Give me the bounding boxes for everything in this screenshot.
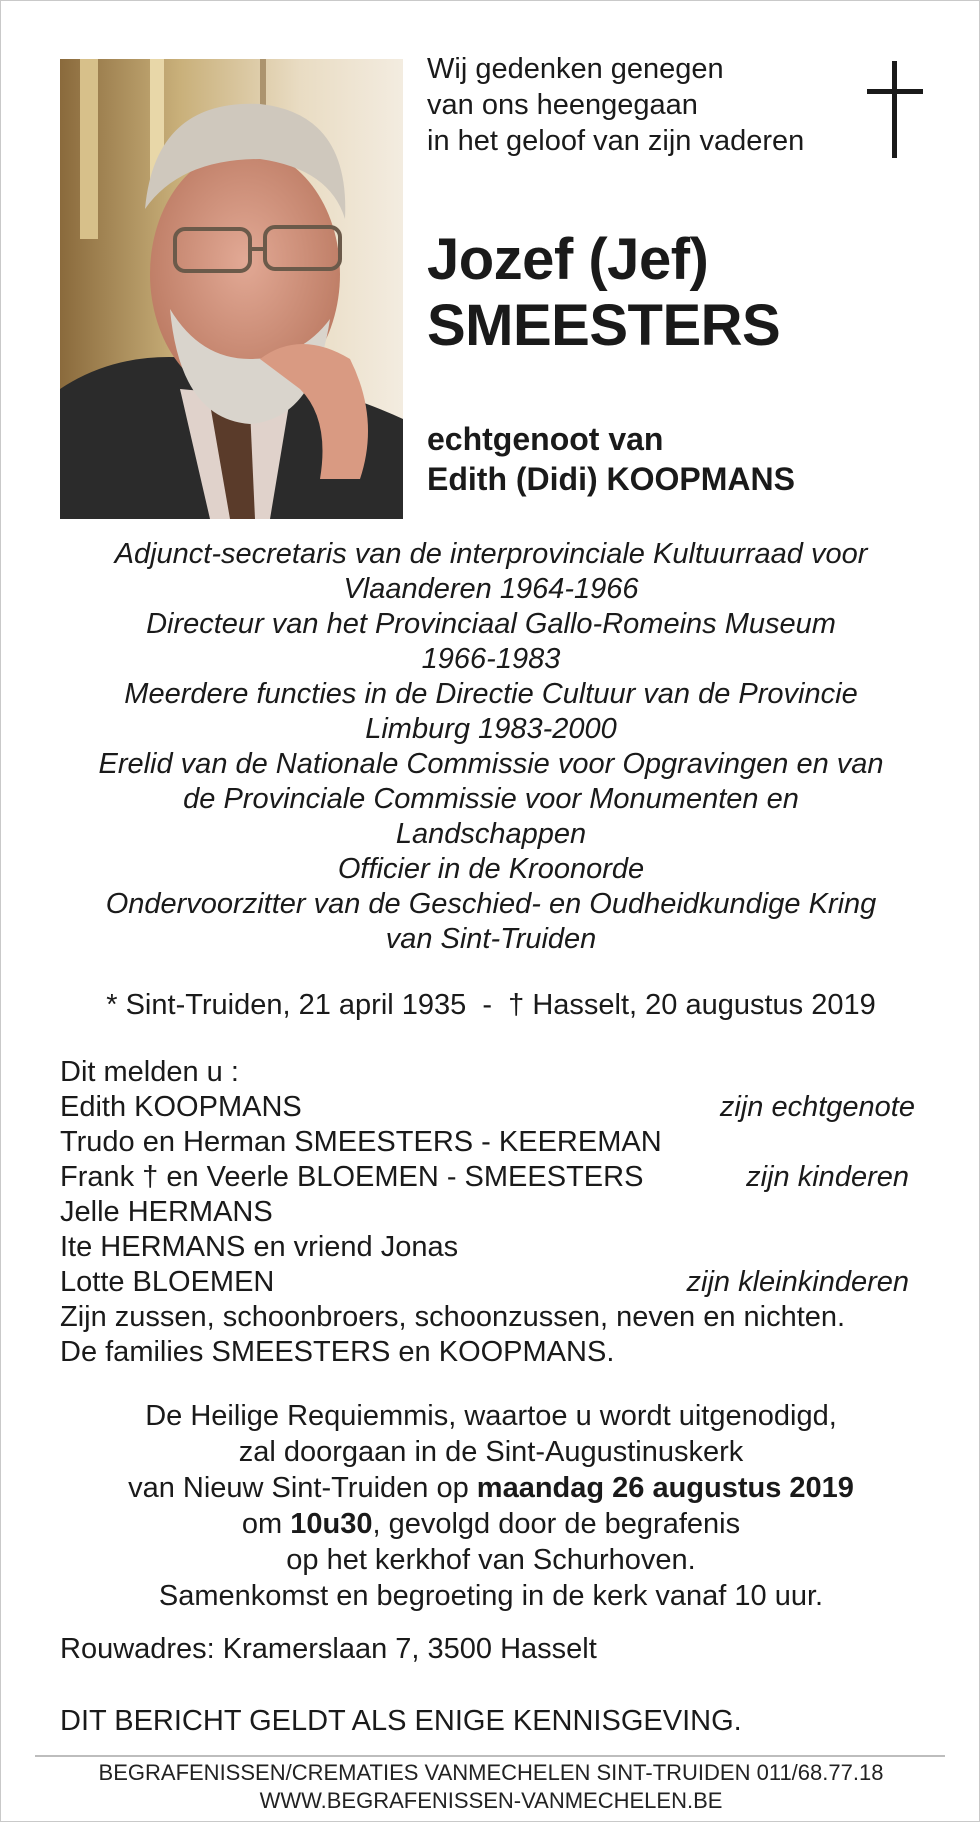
function-line: Officier in de Kroonorde xyxy=(337,853,645,885)
intro-line: Wij gedenken genegen xyxy=(427,53,724,85)
footer-website: WWW.BEGRAFENISSEN-VANMECHELEN.BE xyxy=(259,1788,723,1813)
birth-death-dates: * Sint-Truiden, 21 april 1935 - † Hasselt, 20 augustus 2019 xyxy=(106,989,876,1021)
function-line: van Sint-Truiden xyxy=(385,923,597,955)
service-text: om xyxy=(241,1508,291,1540)
function-line: Meerdere functies in de Directie Cultuur van de Provincie xyxy=(124,678,858,710)
intro-line: in het geloof van zijn vaderen xyxy=(427,125,805,157)
spouse-relation: echtgenoot van xyxy=(427,421,664,457)
function-line: 1966-1983 xyxy=(421,643,561,675)
service-line: op het kerkhof van Schurhoven. xyxy=(286,1544,696,1576)
intro-text xyxy=(427,51,804,159)
family-names: De families SMEESTERS en KOOPMANS. xyxy=(60,1336,615,1368)
spouse-name: Edith (Didi) KOOPMANS xyxy=(427,461,795,497)
service-date: maandag 26 augustus 2019 xyxy=(476,1472,854,1504)
function-line: de Provinciale Commissie voor Monumenten en xyxy=(183,783,799,815)
family-names: Zijn zussen, schoonbroers, schoonzussen, neven en nichten. xyxy=(60,1301,846,1333)
family-names: Jelle HERMANS xyxy=(60,1196,273,1228)
service-time: 10u30 xyxy=(290,1508,373,1540)
footer-line: BEGRAFENISSEN/CREMATIES VANMECHELEN SINT-TRUIDEN 011/68.77.18 xyxy=(98,1760,884,1785)
function-line: Vlaanderen 1964-1966 xyxy=(343,573,639,605)
deceased-first-name: Jozef (Jef) xyxy=(427,227,709,292)
function-line: Erelid van de Nationale Commissie voor Opgravingen en van xyxy=(98,748,884,780)
portrait-photo xyxy=(60,59,403,519)
function-line: Limburg 1983-2000 xyxy=(365,713,617,745)
service-line xyxy=(41,1470,941,1506)
service-line: zal doorgaan in de Sint-Augustinuskerk xyxy=(238,1436,744,1468)
function-line: Landschappen xyxy=(395,818,587,850)
intro-line: van ons heengegaan xyxy=(427,89,698,121)
cross-icon xyxy=(865,61,925,161)
notice-text: DIT BERICHT GELDT ALS ENIGE KENNISGEVING. xyxy=(60,1705,742,1737)
deceased-name xyxy=(427,227,780,359)
family-names: Lotte BLOEMEN xyxy=(60,1266,275,1298)
service-text: van Nieuw Sint-Truiden op xyxy=(128,1472,477,1504)
family-relation: zijn kleinkinderen xyxy=(686,1266,909,1298)
spouse-block xyxy=(427,419,795,499)
deceased-last-name: SMEESTERS xyxy=(427,293,781,358)
family-names: Frank † en Veerle BLOEMEN - SMEESTERS xyxy=(60,1161,644,1193)
funeral-home-footer xyxy=(41,1759,941,1815)
service-text: , gevolgd door de begrafenis xyxy=(372,1508,741,1540)
service-line xyxy=(41,1506,941,1542)
announce-label: Dit melden u : xyxy=(60,1056,239,1088)
family-relation: zijn kinderen xyxy=(746,1161,909,1193)
service-line: De Heilige Requiemmis, waartoe u wordt uitgenodigd, xyxy=(145,1400,837,1432)
functions-list xyxy=(41,537,941,957)
function-line: Directeur van het Provinciaal Gallo-Romeins Museum xyxy=(146,608,836,640)
family-names: Trudo en Herman SMEESTERS - KEEREMAN xyxy=(60,1126,662,1158)
service-line: Samenkomst en begroeting in de kerk vanaf 10 uur. xyxy=(158,1580,824,1612)
family-relation: zijn echtgenote xyxy=(719,1091,915,1123)
mourning-address: Rouwadres: Kramerslaan 7, 3500 Hasselt xyxy=(60,1633,597,1665)
footer-divider xyxy=(35,1755,945,1757)
family-names: Ite HERMANS en vriend Jonas xyxy=(60,1231,459,1263)
service-details xyxy=(41,1398,941,1614)
family-names: Edith KOOPMANS xyxy=(60,1091,302,1123)
function-line: Ondervoorzitter van de Geschied- en Oudheidkundige Kring xyxy=(105,888,877,920)
function-line: Adjunct-secretaris van de interprovinciale Kultuurraad voor xyxy=(114,538,868,570)
